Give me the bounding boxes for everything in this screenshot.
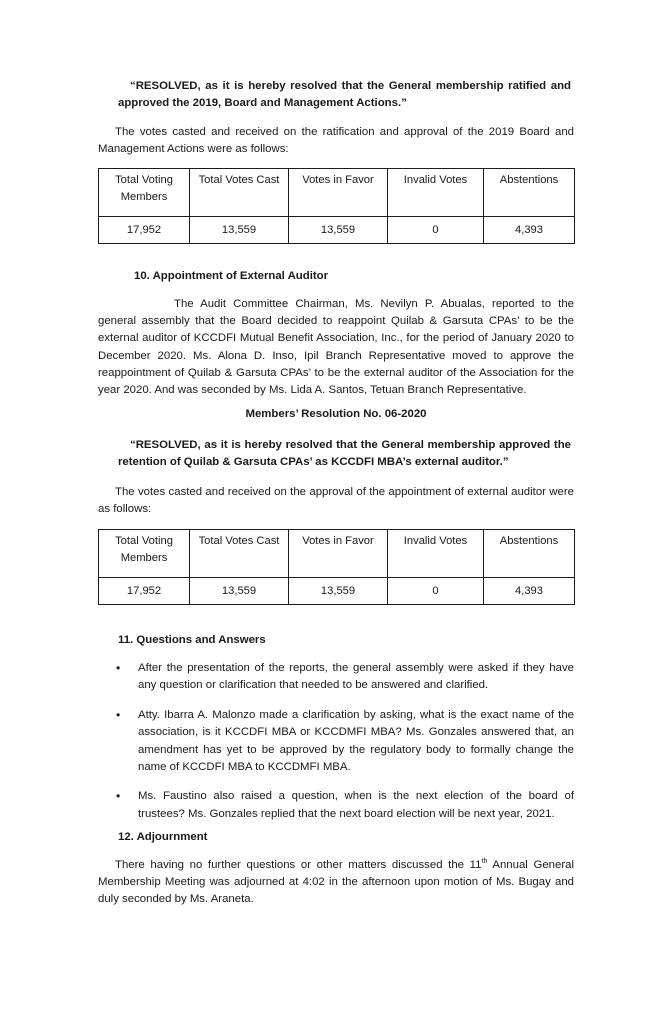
section-10-heading: 10. Appointment of External Auditor: [134, 270, 329, 282]
header-total-voting-members: Total Voting Members: [99, 169, 190, 217]
bullet-icon: •: [116, 789, 121, 804]
cell-total-votes-cast: 13,559: [190, 578, 289, 605]
table-row: [99, 578, 575, 605]
section-12-heading: 12. Adjournment: [118, 831, 208, 843]
list-item: [116, 788, 574, 823]
list-item: [116, 660, 574, 695]
section-11-heading: 11. Questions and Answers: [118, 634, 266, 646]
cell-invalid-votes: 0: [388, 217, 484, 244]
header-total-votes-cast: Total Votes Cast: [190, 530, 289, 578]
header-votes-in-favor: Votes in Favor: [289, 530, 388, 578]
header-abstentions: Abstentions: [484, 530, 575, 578]
qa-item-text: After the presentation of the reports, the general assembly were asked if they have any question or clarification that needed to be answered and clarified.: [138, 662, 574, 692]
cell-total-voting-members: 17,952: [99, 217, 190, 244]
table-header-row: [99, 530, 575, 578]
resolution-number: Members’ Resolution No. 06-2020: [245, 408, 427, 420]
adjournment-paragraph: [98, 857, 574, 909]
qa-item-text: Ms. Faustino also raised a question, when is the next election of the board of trustees? Ms. Gonzales replied that the next board election will be next year, 2021.: [138, 790, 574, 820]
cell-abstentions: 4,393: [484, 217, 575, 244]
cell-votes-in-favor: 13,559: [289, 578, 388, 605]
resolution-auditor: “RESOLVED, as it is hereby resolved that the General membership approved the retention of Quilab & Garsuta CPAs’ as KCCDFI MBA’s external auditor.”: [118, 439, 571, 468]
cell-total-voting-members: 17,952: [99, 578, 190, 605]
votes-table-auditor: [98, 529, 575, 605]
header-votes-in-favor: Votes in Favor: [289, 169, 388, 217]
header-total-votes-cast: Total Votes Cast: [190, 169, 289, 217]
cell-votes-in-favor: 13,559: [289, 217, 388, 244]
cell-total-votes-cast: 13,559: [190, 217, 289, 244]
adjournment-text-end: Annual General Membership Meeting was adjourned at 4:02 in the afternoon upon motion of Ms. Bugay and duly seconded by Ms. Araneta.: [98, 859, 574, 906]
list-item: [116, 707, 574, 777]
cell-invalid-votes: 0: [388, 578, 484, 605]
qa-list: [116, 660, 574, 835]
bullet-icon: •: [116, 707, 121, 722]
adjournment-text-start: There having no further questions or other matters discussed the 11: [115, 859, 482, 871]
table-header-row: [99, 169, 575, 217]
section-10-body: The Audit Committee Chairman, Ms. Nevilyn P. Abualas, reported to the general assembly that the Board decided to reappoint Quilab & Garsuta CPAs’ to be the external auditor of KCCDFI Mutual Benefit Association, Inc., for the period of January 2020 to December 2020. Ms. Alona D. Inso, Ipil Branch Representative moved to approve the reappointment of Quilab & Garsuta CPAs’ to be the external auditor of the Association for the year 2020. And was seconded by Ms. Lida A. Santos, Tetuan Branch Representative.: [98, 298, 574, 397]
qa-item-text: Atty. Ibarra A. Malonzo made a clarification by asking, what is the exact name of the association, is it KCCDFI MBA or KCCDMFI MBA? Ms. Gonzales answered that, an amendment has yet to be approved by the regulatory body to formally change the name of KCCDFI MBA to KCCDMFI MBA.: [138, 708, 574, 774]
cell-abstentions: 4,393: [484, 578, 575, 605]
header-total-voting-members: Total Voting Members: [99, 530, 190, 578]
votes-intro-ratification: The votes casted and received on the ratification and approval of the 2019 Board and Management Actions were as follows:: [98, 126, 574, 156]
ordinal-suffix: th: [481, 858, 488, 866]
header-abstentions: Abstentions: [484, 169, 575, 217]
header-invalid-votes: Invalid Votes: [388, 530, 484, 578]
header-invalid-votes: Invalid Votes: [388, 169, 484, 217]
table-row: [99, 217, 575, 244]
bullet-icon: •: [116, 661, 121, 675]
votes-table-ratification: [98, 168, 575, 244]
resolution-ratification: “RESOLVED, as it is hereby resolved that the General membership ratified and approved the 2019, Board and Management Actions.”: [118, 80, 571, 109]
votes-intro-auditor: The votes casted and received on the approval of the appointment of external auditor were as follows:: [98, 486, 574, 516]
